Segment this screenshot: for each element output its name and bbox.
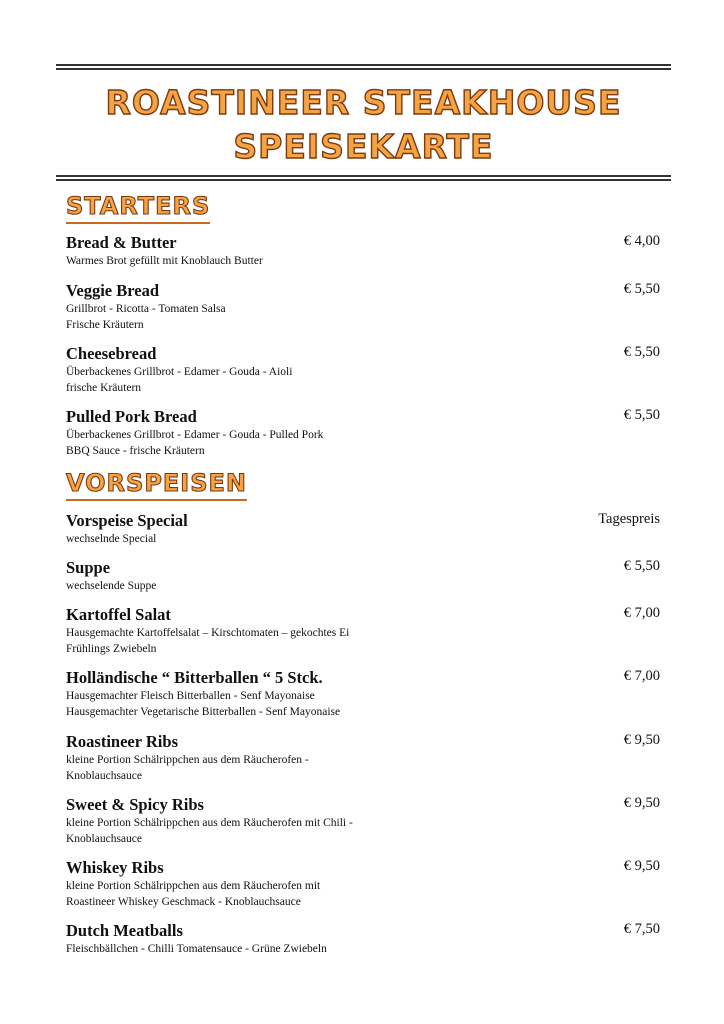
restaurant-title: ROASTINEER STEAKHOUSE <box>105 83 622 122</box>
item-desc: wechselnde Special <box>66 533 157 545</box>
menu-item <box>66 858 660 910</box>
item-desc: Hausgemachte Kartoffelsalat – Kirschtomaten – gekochtes Ei <box>66 627 350 639</box>
item-name: Cheesebread <box>66 344 157 363</box>
menu-item <box>66 732 660 784</box>
item-name: Vorspeise Special <box>66 511 188 530</box>
item-name: Holländische “ Bitterballen “ 5 Stck. <box>66 668 323 687</box>
item-desc: frische Kräutern <box>66 382 142 394</box>
item-price: € 7,00 <box>623 605 660 621</box>
menu-item <box>66 605 660 657</box>
item-desc: Knoblauchsauce <box>66 770 142 782</box>
item-desc: Roastineer Whiskey Geschmack - Knoblauchsauce <box>66 896 301 908</box>
item-name: Bread & Butter <box>66 233 177 252</box>
menu-item <box>66 233 660 269</box>
item-desc: Frühlings Zwiebeln <box>66 643 157 655</box>
section-title-vorspeisen: VORSPEISEN <box>66 469 247 501</box>
menu-title: SPEISEKARTE <box>233 127 494 166</box>
item-desc: Knoblauchsauce <box>66 833 142 845</box>
item-price: € 5,50 <box>623 558 660 574</box>
item-price: € 9,50 <box>623 732 660 748</box>
menu-item <box>66 795 660 847</box>
item-price: € 5,50 <box>623 344 660 360</box>
menu-item <box>66 921 660 957</box>
menu-item <box>66 558 660 594</box>
item-desc: wechselende Suppe <box>66 580 157 592</box>
item-price: € 7,00 <box>623 668 660 684</box>
item-name: Roastineer Ribs <box>66 732 178 751</box>
item-name: Dutch Meatballs <box>66 921 183 940</box>
item-price: € 7,50 <box>623 921 660 937</box>
item-desc: Fleischbällchen - Chilli Tomatensauce - Grüne Zwiebeln <box>66 943 327 955</box>
menu-item <box>66 511 660 547</box>
section-title-starters: STARTERS <box>66 192 210 224</box>
item-desc: kleine Portion Schälrippchen aus dem Räucherofen mit <box>66 880 321 892</box>
item-price: € 5,50 <box>623 281 660 297</box>
item-desc: Hausgemachter Fleisch Bitterballen - Senf Mayonaise <box>66 690 315 702</box>
item-desc: Grillbrot - Ricotta - Tomaten Salsa <box>66 303 226 315</box>
item-name: Sweet & Spicy Ribs <box>66 795 204 814</box>
item-price: € 5,50 <box>623 407 660 423</box>
item-desc: Überbackenes Grillbrot - Edamer - Gouda - Aioli <box>66 366 293 378</box>
item-desc: kleine Portion Schälrippchen aus dem Räucherofen mit Chili - <box>66 817 353 829</box>
menu-item <box>66 281 660 333</box>
item-price: Tagespreis <box>598 511 660 527</box>
top-double-rule <box>56 64 671 72</box>
item-price: € 9,50 <box>623 795 660 811</box>
item-desc: Hausgemachter Vegetarische Bitterballen - Senf Mayonaise <box>66 706 341 718</box>
item-desc: BBQ Sauce - frische Kräutern <box>66 445 205 457</box>
item-name: Whiskey Ribs <box>66 858 164 877</box>
header-bottom-double-rule <box>56 175 671 183</box>
menu-item <box>66 668 660 720</box>
menu-item <box>66 407 660 459</box>
item-name: Pulled Pork Bread <box>66 407 197 426</box>
item-desc: Überbackenes Grillbrot - Edamer - Gouda - Pulled Pork <box>66 429 324 441</box>
item-name: Suppe <box>66 558 111 577</box>
menu-item <box>66 344 660 396</box>
item-desc: kleine Portion Schälrippchen aus dem Räucherofen - <box>66 754 309 766</box>
item-price: € 9,50 <box>623 858 660 874</box>
item-name: Kartoffel Salat <box>66 605 171 624</box>
item-price: € 4,00 <box>623 233 660 249</box>
item-desc: Warmes Brot gefüllt mit Knoblauch Butter <box>66 255 263 267</box>
item-name: Veggie Bread <box>66 281 160 300</box>
item-desc: Frische Kräutern <box>66 319 144 331</box>
